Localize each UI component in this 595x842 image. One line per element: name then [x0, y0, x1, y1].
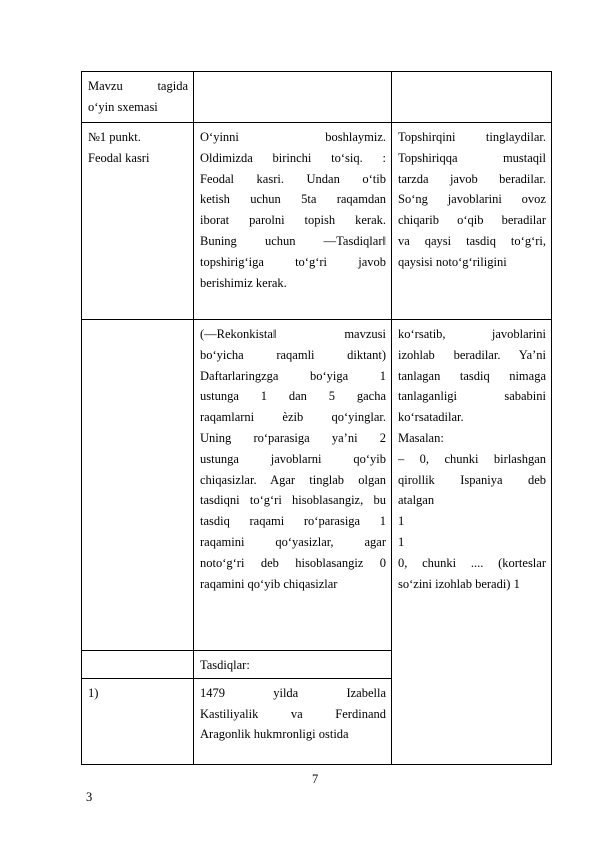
text-line: bo‘yicha raqamli diktant)	[200, 347, 386, 362]
text-line: chiqasizlar. Agar tinglab olgan	[200, 472, 386, 487]
text-line: 1	[398, 514, 405, 529]
text-line: tasdiq raqami ro‘parasiga 1	[200, 514, 386, 529]
text-line: so‘zini izohlab beradi) 1	[398, 576, 520, 591]
text-line: Masalan:	[398, 430, 444, 445]
text-line: 1479 yilda Izabella	[200, 685, 386, 700]
text-line: tanlagan tasdiq nimaga	[398, 368, 546, 383]
text-line: Aragonlik hukmronligi ostida	[200, 727, 349, 742]
text-line: raqamini qo‘yib chiqasizlar	[200, 576, 338, 591]
table-row	[82, 123, 552, 320]
text-line: №1 punkt.	[88, 130, 141, 144]
statements-label-cell	[194, 651, 392, 679]
text-line: qaysisi noto‘g‘riligini	[398, 254, 507, 269]
teacher-activity-cell	[194, 123, 392, 320]
text-line: ko‘rsatib, javoblarini	[398, 327, 546, 341]
table-row	[82, 320, 552, 651]
text-line: topshirig‘iga to‘g‘ri javob	[200, 254, 386, 269]
text-line: Mavzu tagida	[88, 79, 188, 93]
header-cell-empty-2	[194, 72, 392, 123]
text-line: iborat parolni topish kerak.	[200, 213, 386, 228]
text-line: qirollik Ispaniya deb	[398, 472, 546, 487]
text-line: 1)	[88, 685, 99, 700]
lesson-table-continued	[81, 319, 552, 765]
table-header-row	[82, 72, 552, 123]
text-line: ustunga 1 dan 5 gacha	[200, 389, 386, 404]
text-line: Daftarlaringzga bo‘yiga 1	[200, 368, 386, 383]
text-line: Kastiliyalik va Ferdinand	[200, 706, 386, 721]
text-line: atalgan	[398, 493, 435, 508]
stage-cell-empty	[82, 651, 194, 679]
text-line: tasdiqni to‘g‘ri hisoblasangiz, bu	[200, 493, 386, 508]
text-line: (―Rekonkista‖ mavzusi	[200, 327, 386, 341]
text-line: Uning ro‘parasiga ya’ni 2	[200, 430, 386, 445]
text-line: va qaysi tasdiq to‘g‘ri,	[398, 233, 546, 248]
text-line: 0, chunki .... (korteslar	[398, 555, 546, 570]
text-line: chiqarib o‘qib beradilar	[398, 213, 546, 228]
text-line: berishimiz kerak.	[200, 275, 287, 290]
statement-cell	[194, 678, 392, 764]
text-line: raqamlarni ѐzib qo‘yinglar.	[200, 410, 386, 425]
text-line: Oldimizda birinchi to‘siq. :	[200, 150, 386, 165]
text-line: tarzda javob beradilar.	[398, 171, 546, 186]
header-cell-empty-3	[392, 72, 552, 123]
text-line: Buning uchun ―Tasdiqlar‖	[200, 233, 386, 248]
text-line: Topshiriqqa mustaqil	[398, 150, 546, 165]
text-line: – 0, chunki birlashgan	[398, 451, 546, 466]
text-line: O‘yinni boshlaymiz.	[200, 130, 386, 144]
text-line: izohlab beradilar. Ya’ni	[398, 347, 546, 362]
text-line: noto‘g‘ri deb hisoblasangiz 0	[200, 555, 386, 570]
text-line: tanlaganligi sababini	[398, 389, 546, 404]
text-line: ketish uchun 5ta raqamdan	[200, 192, 386, 207]
lesson-table-top	[81, 71, 552, 320]
text-line: ko‘rsatadilar.	[398, 410, 464, 425]
text-line: Topshirqini tinglaydilar.	[398, 130, 546, 144]
page-number: 7	[312, 772, 319, 786]
text-line: Tasdiqlar:	[200, 658, 250, 672]
teacher-activity-cell	[194, 320, 392, 651]
text-line: Feodal kasri	[88, 150, 150, 165]
text-line: 1	[398, 534, 405, 549]
item-number-cell	[82, 678, 194, 764]
text-line: ustunga javoblarni qo‘yib	[200, 451, 386, 466]
student-activity-cell	[392, 320, 552, 765]
header-cell-scheme	[82, 72, 194, 123]
stage-cell	[82, 123, 194, 320]
footnote-mark: 3	[86, 790, 93, 804]
student-activity-cell	[392, 123, 552, 320]
text-line: Feodal kasri. Undan o‘tib	[200, 171, 386, 186]
text-line: o‘yin sxemasi	[88, 99, 158, 114]
text-line: So‘ng javoblarini ovoz	[398, 192, 546, 207]
text-line: raqamini qo‘yasizlar, agar	[200, 534, 386, 549]
stage-cell-empty	[82, 320, 194, 651]
